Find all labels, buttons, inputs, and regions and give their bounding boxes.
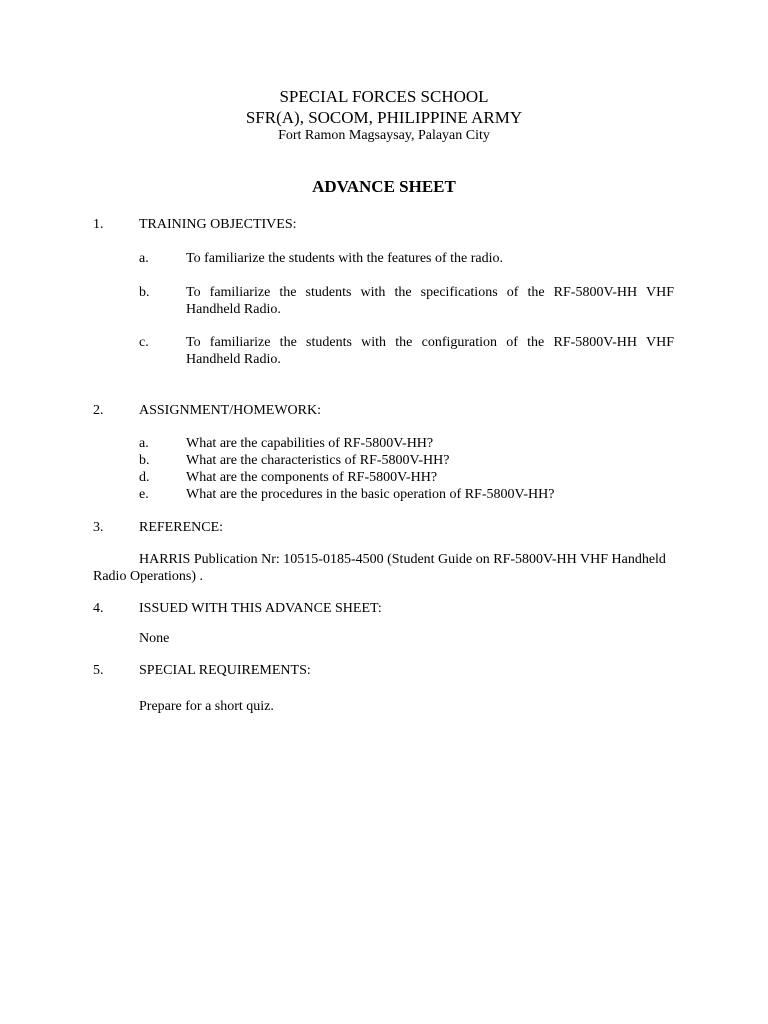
page-title: ADVANCE SHEET <box>312 177 456 196</box>
reference-text: HARRIS Publication Nr: 10515-0185-4500 (Student Guide on RF-5800V-HH VHF Handheld Radio Operations) . <box>93 552 666 584</box>
homework-d-letter: d. <box>139 470 150 485</box>
section-3-number: 3. <box>93 520 104 535</box>
location: Fort Ramon Magsaysay, Palayan City <box>278 128 490 143</box>
objective-a-letter: a. <box>139 251 149 266</box>
section-3-heading: REFERENCE: <box>139 520 224 535</box>
objective-c-letter: c. <box>139 335 149 350</box>
school-name: SPECIAL FORCES SCHOOL <box>279 87 489 106</box>
section-5-number: 5. <box>93 663 104 678</box>
homework-a-letter: a. <box>139 436 149 451</box>
homework-e-text: What are the procedures in the basic operation of RF-5800V-HH? <box>186 487 555 502</box>
objective-b-letter: b. <box>139 285 150 300</box>
issued-items-text: None <box>139 631 170 646</box>
section-1-number: 1. <box>93 217 104 232</box>
section-2-number: 2. <box>93 403 104 418</box>
section-4-number: 4. <box>93 601 104 616</box>
section-4-heading: ISSUED WITH THIS ADVANCE SHEET: <box>139 601 382 616</box>
section-2-heading: ASSIGNMENT/HOMEWORK: <box>139 403 321 418</box>
objective-a-text: To familiarize the students with the features of the radio. <box>186 251 504 266</box>
homework-e-letter: e. <box>139 487 149 502</box>
requirements-text: Prepare for a short quiz. <box>139 699 274 714</box>
unit-name: SFR(A), SOCOM, PHILIPPINE ARMY <box>245 108 523 127</box>
homework-b-letter: b. <box>139 453 150 468</box>
homework-a-text: What are the capabilities of RF-5800V-HH? <box>186 436 434 451</box>
homework-b-text: What are the characteristics of RF-5800V-HH? <box>186 453 450 468</box>
section-1-heading: TRAINING OBJECTIVES: <box>139 217 297 232</box>
objective-c-text: To familiarize the students with the configuration of the RF-5800V-HH VHF Handheld Radio. <box>186 335 674 367</box>
objective-b-text: To familiarize the students with the specifications of the RF-5800V-HH VHF Handheld Radio. <box>186 285 674 317</box>
section-5-heading: SPECIAL REQUIREMENTS: <box>139 663 311 678</box>
homework-d-text: What are the components of RF-5800V-HH? <box>186 470 438 485</box>
